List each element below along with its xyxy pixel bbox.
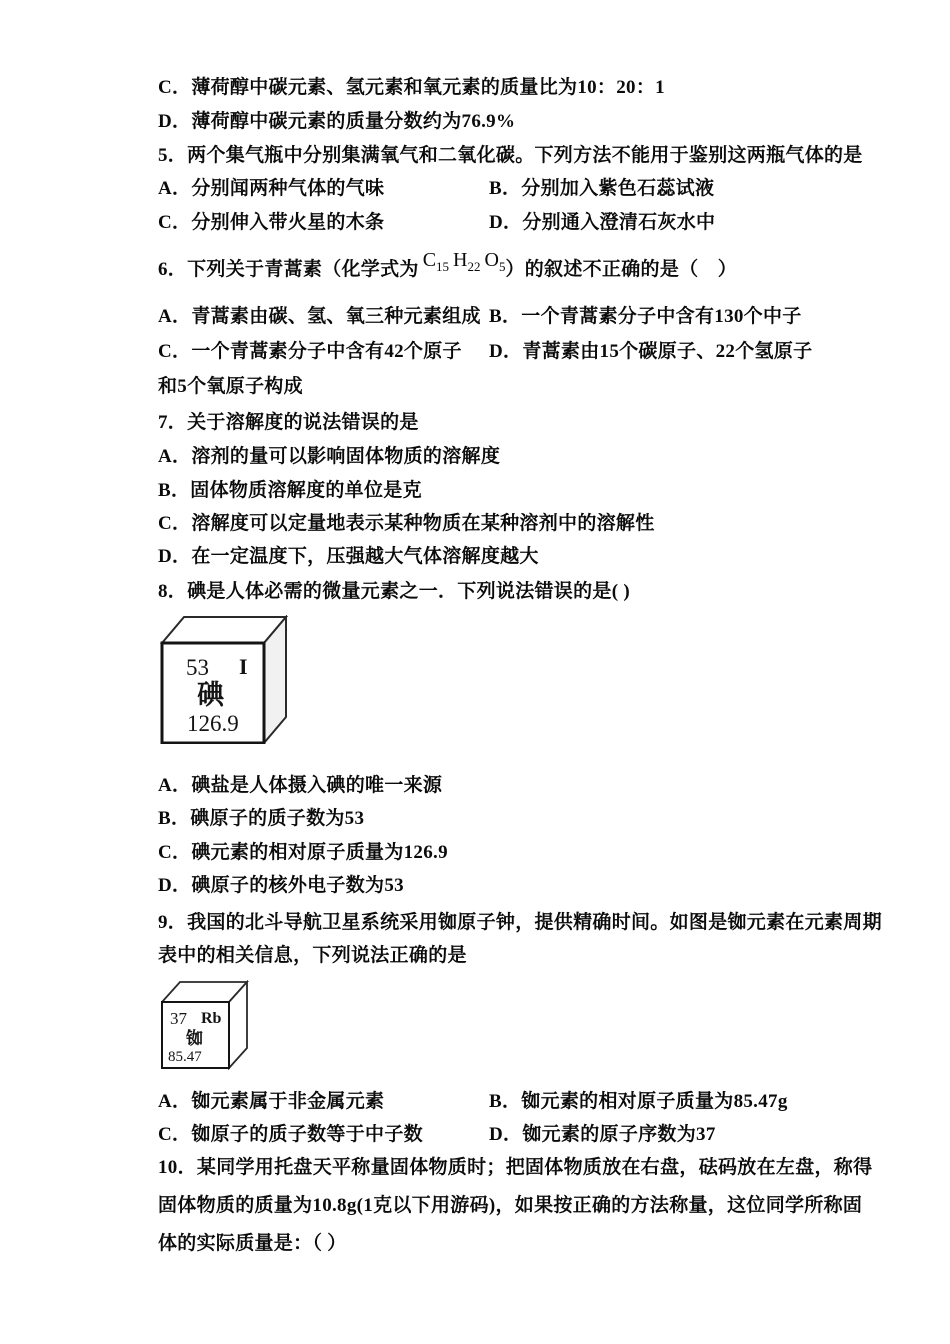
- q4-option-d: D．薄荷醇中碳元素的质量分数约为76.9%: [158, 111, 516, 132]
- q7-option-d: D．在一定温度下，压强越大气体溶解度越大: [158, 546, 539, 567]
- q5-option-c: C．分别伸入带火星的木条: [158, 212, 385, 233]
- q9-option-b: B．铷元素的相对原子质量为85.47g: [489, 1091, 788, 1112]
- formula-subscript-2: 22: [467, 259, 481, 274]
- q10-stem-line3: 体的实际质量是：（ ）: [158, 1233, 347, 1254]
- q7-option-a: A．溶剂的量可以影响固体物质的溶解度: [158, 446, 501, 467]
- formula-subscript-3: 5: [498, 259, 506, 274]
- q7-stem: 7．关于溶解度的说法错误的是: [158, 412, 419, 433]
- tile-element-name: 碘: [197, 680, 224, 710]
- q7-option-c: C．溶解度可以定量地表示某种物质在某种溶剂中的溶解性: [158, 513, 655, 534]
- q8-option-d: D．碘原子的核外电子数为53: [158, 875, 404, 896]
- chemical-formula: [419, 249, 506, 278]
- iodine-element-tile: [160, 615, 289, 749]
- q6-stem: [158, 249, 738, 287]
- q9-stem-line2: 表中的相关信息，下列说法正确的是: [158, 945, 467, 966]
- q9-option-c: C．铷原子的质子数等于中子数: [158, 1124, 423, 1145]
- exam-content: [158, 0, 882, 1344]
- q5-option-d: D．分别通入澄清石灰水中: [489, 212, 716, 233]
- rubidium-element-tile: [161, 980, 249, 1076]
- tile-atomic-number: 37: [170, 1009, 187, 1028]
- q8-stem: 8．碘是人体必需的微量元素之一．下列说法错误的是( ): [158, 581, 631, 602]
- q6-option-d: D．青蒿素由15个碳原子、22个氢原子: [489, 341, 813, 362]
- q9-option-a: A．铷元素属于非金属元素: [158, 1091, 385, 1112]
- q6-stem-prefix: 6．下列关于青蒿素（化学式为: [158, 259, 419, 280]
- iodine-cube-icon: [160, 615, 289, 744]
- q7-option-b: B．固体物质溶解度的单位是克: [158, 480, 422, 501]
- q5-option-a: A．分别闻两种气体的气味: [158, 178, 385, 199]
- q9-stem-line1: 9．我国的北斗导航卫星系统采用铷原子钟，提供精确时间。如图是铷元素在元素周期: [158, 912, 882, 933]
- q5-stem: 5．两个集气瓶中分别集满氧气和二氧化碳。下列方法不能用于鉴别这两瓶气体的是: [158, 145, 863, 166]
- q4-option-c: C．薄荷醇中碳元素、氢元素和氧元素的质量比为10：20：1: [158, 77, 665, 98]
- q6-option-c: C．一个青蒿素分子中含有42个原子: [158, 341, 462, 362]
- q5-option-b: B．分别加入紫色石蕊试液: [489, 178, 715, 199]
- q8-option-a: A．碘盐是人体摄入碘的唯一来源: [158, 775, 443, 796]
- q9-option-d: D．铷元素的原子序数为37: [489, 1124, 716, 1145]
- q6-option-a: A．青蒿素由碳、氢、氧三种元素组成: [158, 306, 481, 327]
- tile-element-name: 铷: [186, 1029, 203, 1048]
- q8-option-c: C．碘元素的相对原子质量为126.9: [158, 842, 448, 863]
- tile-atomic-mass: 126.9: [187, 711, 239, 736]
- q6-stem-suffix: ）的叙述不正确的是（ ）: [505, 259, 738, 280]
- q8-option-b: B．碘原子的质子数为53: [158, 808, 365, 829]
- formula-element-3: O: [484, 249, 499, 271]
- tile-atomic-mass: 85.47: [168, 1049, 202, 1065]
- tile-element-symbol: Rb: [201, 1010, 222, 1027]
- tile-element-symbol: I: [239, 654, 248, 679]
- q10-stem-line1: 10．某同学用托盘天平称量固体物质时；把固体物质放在右盘，砝码放在左盘，称得: [158, 1157, 873, 1178]
- q6-option-d-continuation: 和5个氧原子构成: [158, 376, 303, 397]
- tile-atomic-number: 53: [186, 655, 209, 680]
- q10-stem-line2: 固体物质的质量为10.8g(1克以下用游码)，如果按正确的方法称量，这位同学所称固: [158, 1195, 863, 1216]
- formula-element-1: C: [422, 249, 437, 271]
- formula-subscript-1: 15: [436, 259, 450, 274]
- rubidium-cube-icon: [161, 980, 249, 1071]
- q6-option-b: B．一个青蒿素分子中含有130个中子: [489, 306, 802, 327]
- formula-element-2: H: [453, 249, 468, 271]
